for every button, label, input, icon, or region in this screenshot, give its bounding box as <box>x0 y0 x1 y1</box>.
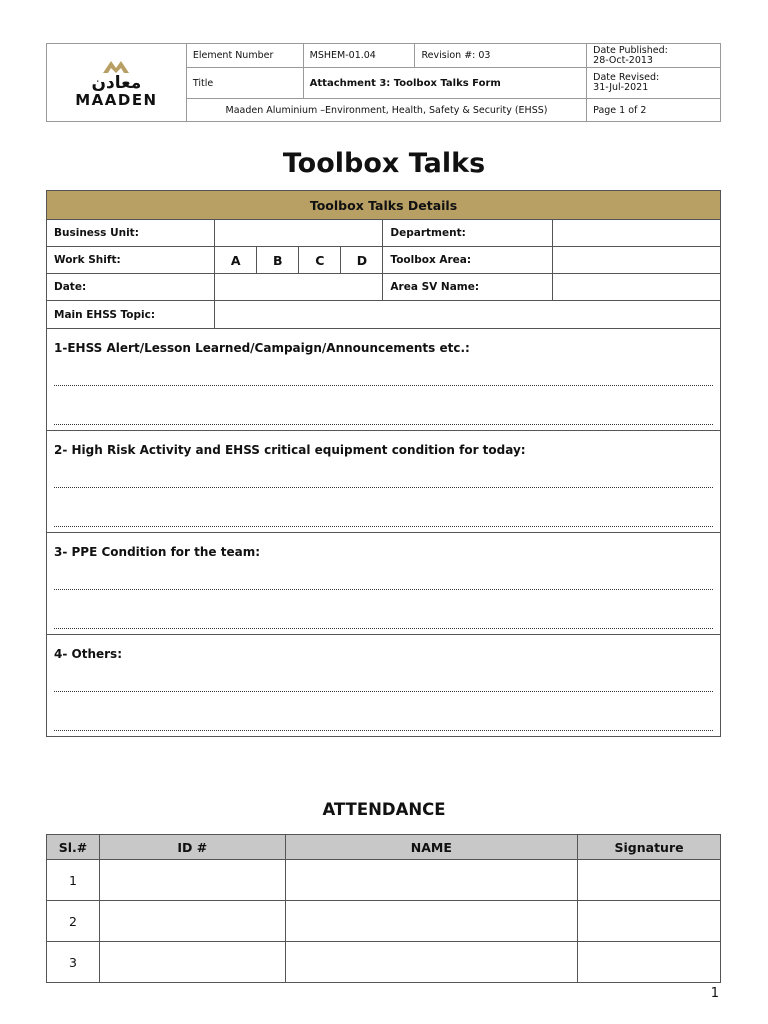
date-revised-value: 31-Jul-2021 <box>593 82 649 93</box>
table-row <box>47 901 721 942</box>
logo-arabic-text: معادن <box>91 72 142 93</box>
area-sv-name-label: Area SV Name: <box>383 274 552 301</box>
col-header-sl: Sl.# <box>47 835 100 860</box>
shift-b[interactable]: B <box>257 247 299 274</box>
logo-mark-icon <box>101 58 131 74</box>
id-cell[interactable] <box>99 860 285 901</box>
title-value: Attachment 3: Toolbox Talks Form <box>303 68 587 99</box>
toolbox-details-form <box>46 190 721 737</box>
col-header-id: ID # <box>99 835 285 860</box>
answer-line[interactable] <box>54 469 713 488</box>
answer-line[interactable] <box>54 673 713 692</box>
attendance-table <box>46 834 721 983</box>
date-published-label: Date Published: <box>593 44 668 56</box>
name-cell[interactable] <box>285 901 578 942</box>
page-number: 1 <box>710 986 719 1001</box>
table-row <box>47 942 721 983</box>
logo-cell <box>47 44 187 122</box>
question-4-section[interactable] <box>47 635 721 737</box>
answer-line[interactable] <box>54 571 713 590</box>
date-label: Date: <box>47 274 215 301</box>
document-header <box>46 43 721 122</box>
date-published-cell <box>587 44 721 68</box>
id-cell[interactable] <box>99 942 285 983</box>
attendance-title: ATTENDANCE <box>322 800 446 819</box>
element-number-label: Element Number <box>186 44 303 68</box>
area-sv-name-field[interactable] <box>552 274 720 301</box>
page-of: Page 1 of 2 <box>587 99 721 122</box>
main-topic-label: Main EHSS Topic: <box>47 301 215 329</box>
answer-line[interactable] <box>54 712 713 731</box>
answer-line[interactable] <box>54 508 713 527</box>
main-topic-field[interactable] <box>215 301 721 329</box>
answer-line[interactable] <box>54 406 713 425</box>
department-label: Department: <box>383 220 552 247</box>
question-2-section[interactable] <box>47 431 721 533</box>
question-3-label: 3- PPE Condition for the team: <box>54 545 261 559</box>
answer-line[interactable] <box>54 367 713 386</box>
logo-latin-text: MAADEN <box>75 90 158 109</box>
signature-cell[interactable] <box>578 860 721 901</box>
answer-line[interactable] <box>54 610 713 629</box>
table-row <box>47 860 721 901</box>
name-cell[interactable] <box>285 942 578 983</box>
revision-number: Revision #: 03 <box>415 44 587 68</box>
signature-cell[interactable] <box>578 901 721 942</box>
date-published-value: 28-Oct-2013 <box>593 54 653 66</box>
date-field[interactable] <box>215 274 383 301</box>
work-shift-label: Work Shift: <box>47 247 215 274</box>
col-header-name: NAME <box>285 835 578 860</box>
organization-name: Maaden Aluminium –Environment, Health, Safety & Security (EHSS) <box>186 99 586 122</box>
shift-a[interactable]: A <box>215 247 257 274</box>
page-title: Toolbox Talks <box>282 148 486 179</box>
name-cell[interactable] <box>285 860 578 901</box>
row-number: 1 <box>47 860 100 901</box>
row-number: 2 <box>47 901 100 942</box>
question-4-label: 4- Others: <box>54 647 122 661</box>
date-revised-cell <box>587 68 721 99</box>
toolbox-area-label: Toolbox Area: <box>383 247 552 274</box>
col-header-signature: Signature <box>578 835 721 860</box>
details-band: Toolbox Talks Details <box>47 191 721 220</box>
question-1-label: 1-EHSS Alert/Lesson Learned/Campaign/Announcements etc.: <box>54 341 470 355</box>
id-cell[interactable] <box>99 901 285 942</box>
element-number-value: MSHEM-01.04 <box>303 44 415 68</box>
shift-c[interactable]: C <box>299 247 341 274</box>
question-3-section[interactable] <box>47 533 721 635</box>
business-unit-field[interactable] <box>215 220 383 247</box>
signature-cell[interactable] <box>578 942 721 983</box>
date-revised-label: Date Revised: <box>593 72 660 83</box>
toolbox-area-field[interactable] <box>552 247 720 274</box>
shift-d[interactable]: D <box>341 247 383 274</box>
row-number: 3 <box>47 942 100 983</box>
maaden-logo <box>47 58 186 108</box>
question-2-label: 2- High Risk Activity and EHSS critical equipment condition for today: <box>54 443 526 457</box>
title-label: Title <box>186 68 303 99</box>
business-unit-label: Business Unit: <box>47 220 215 247</box>
question-1-section[interactable] <box>47 329 721 431</box>
department-field[interactable] <box>552 220 720 247</box>
